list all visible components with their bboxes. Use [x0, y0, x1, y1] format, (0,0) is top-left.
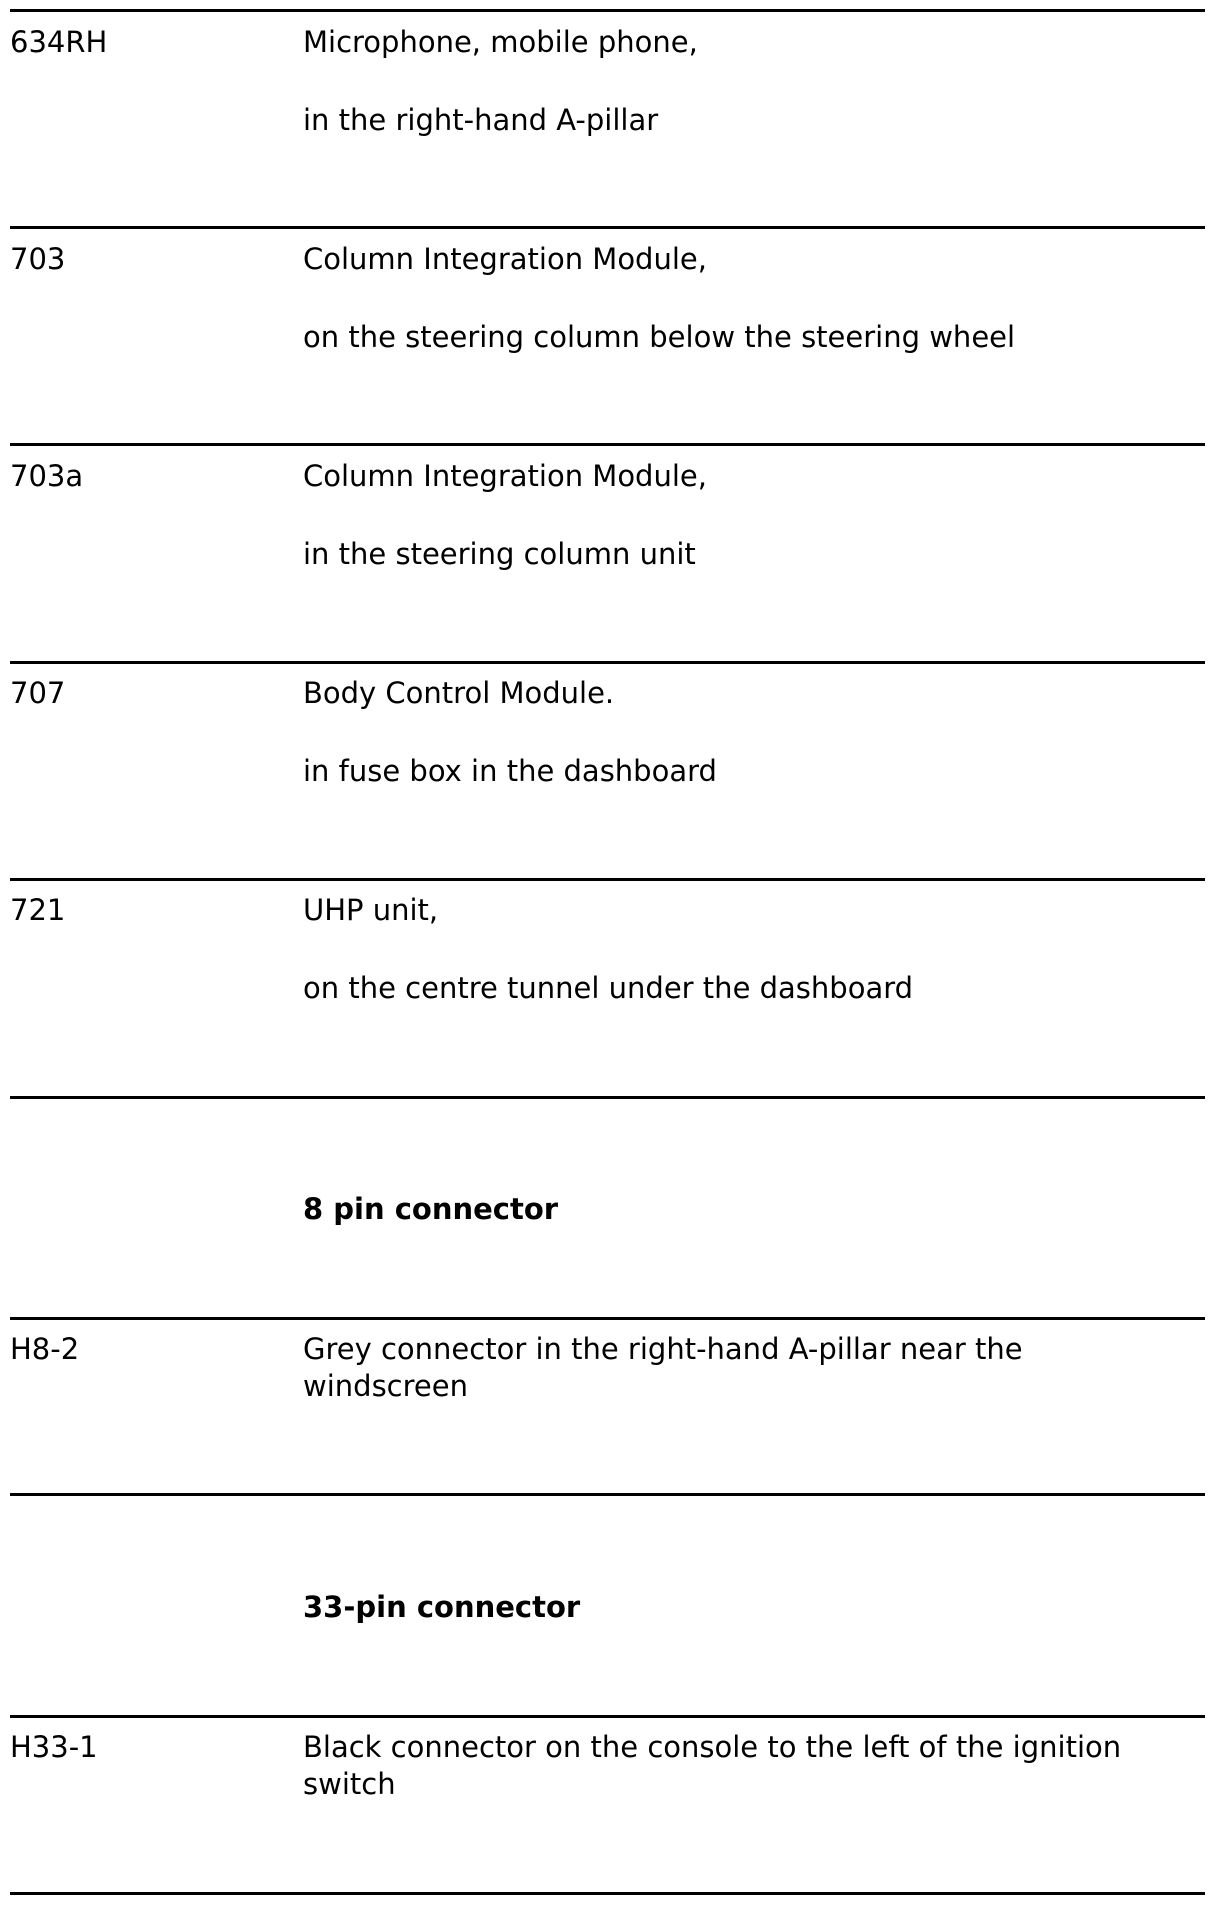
component-description	[303, 241, 1183, 355]
component-description	[303, 675, 1183, 789]
component-location: in the right-hand A-pillar	[303, 103, 659, 137]
table-rule	[10, 443, 1205, 446]
component-code: 707	[10, 676, 66, 710]
table-rule	[10, 878, 1205, 881]
table-rule	[10, 226, 1205, 229]
component-location: in the steering column unit	[303, 537, 696, 571]
section-heading-8-pin: 8 pin connector	[303, 1192, 559, 1226]
table-rule	[10, 9, 1205, 12]
component-name: UHP unit,	[303, 893, 439, 927]
component-name: Column Integration Module,	[303, 459, 707, 493]
component-location: on the centre tunnel under the dashboard	[303, 971, 914, 1005]
component-location: on the steering column below the steering wheel	[303, 320, 1016, 354]
table-rule	[10, 1317, 1205, 1320]
section-heading-33-pin: 33-pin connector	[303, 1590, 581, 1624]
component-description	[303, 458, 1183, 572]
component-code: 703a	[10, 459, 84, 493]
table-rule	[10, 1096, 1205, 1099]
component-code: 721	[10, 893, 66, 927]
table-rule	[10, 661, 1205, 664]
connector-description: Black connector on the console to the left of the ignition switch	[303, 1730, 1122, 1801]
component-name: Body Control Module.	[303, 676, 615, 710]
table-rule	[10, 1892, 1205, 1895]
connector-description: Grey connector in the right-hand A-pillar near the windscreen	[303, 1332, 1023, 1403]
component-name: Column Integration Module,	[303, 242, 707, 276]
connector-code: H33-1	[10, 1730, 98, 1764]
component-location: in fuse box in the dashboard	[303, 754, 717, 788]
table-rule	[10, 1715, 1205, 1718]
component-name: Microphone, mobile phone,	[303, 25, 698, 59]
connector-code: H8-2	[10, 1332, 80, 1366]
component-code: 703	[10, 242, 66, 276]
component-description	[303, 24, 1183, 138]
component-code: 634RH	[10, 25, 108, 59]
component-description	[303, 892, 1183, 1006]
table-rule	[10, 1493, 1205, 1496]
